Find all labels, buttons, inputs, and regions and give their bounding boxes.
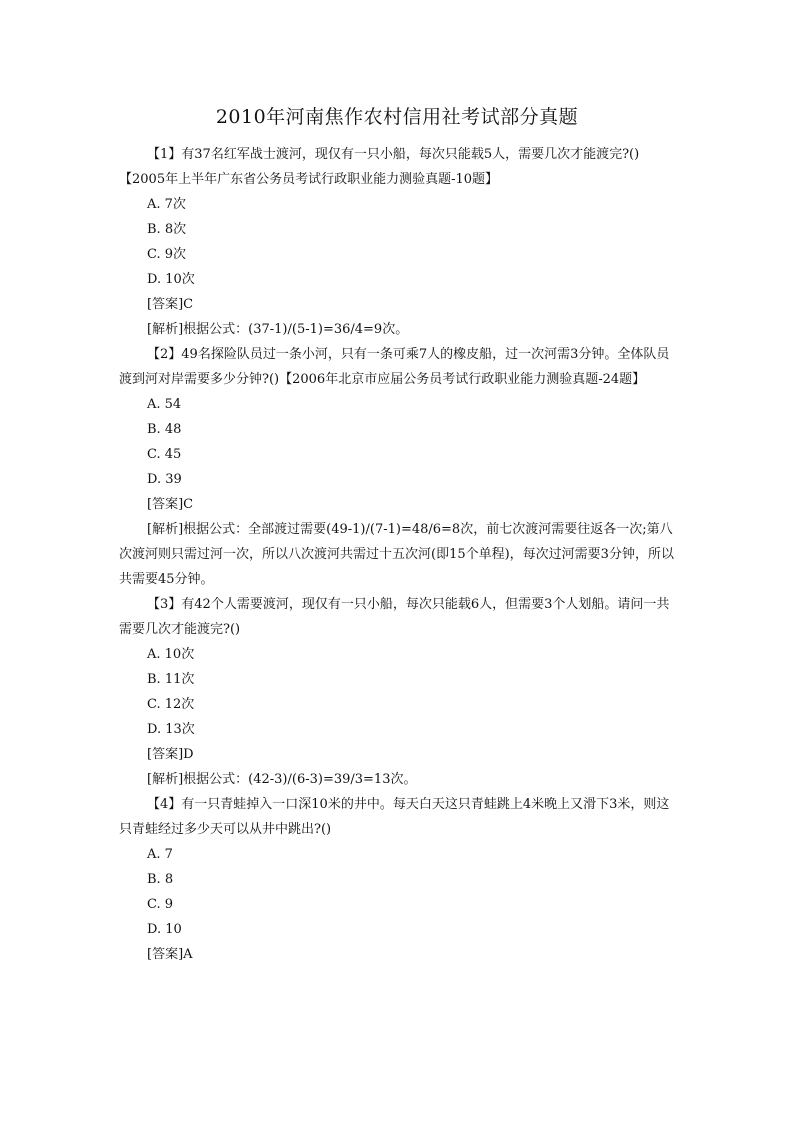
option-a: A. 7 (147, 847, 173, 862)
option-d: D. 39 (147, 472, 182, 487)
option-d: D. 10次 (147, 272, 195, 287)
explanation: [解析]根据公式：(37-1)/(5-1)=36/4=9次。 (147, 322, 409, 337)
option-b: B. 11次 (147, 672, 195, 687)
answer: [答案]C (147, 497, 194, 512)
question-text: 【1】有37名红军战士渡河，现仅有一只小船，每次只能载5人，需要几次才能渡完?()【2005年上半年广东省公务员考试行政职业能力测验真题-10题】 (119, 147, 640, 187)
option-c: C. 9次 (147, 247, 187, 262)
option-a: A. 10次 (147, 647, 195, 662)
answer: [答案]A (147, 947, 193, 962)
option-b: B. 8 (147, 872, 174, 887)
question-block-3 (119, 592, 679, 792)
question-block-2 (119, 342, 679, 592)
option-d: D. 13次 (147, 722, 195, 737)
answer: [答案]C (147, 297, 194, 312)
document-title: 2010年河南焦作农村信用社考试部分真题 (215, 106, 579, 128)
document-body (119, 142, 679, 967)
option-c: C. 12次 (147, 697, 195, 712)
answer: [答案]D (147, 747, 194, 762)
option-b: B. 48 (147, 422, 182, 437)
option-d: D. 10 (147, 922, 182, 937)
option-c: C. 9 (147, 897, 174, 912)
option-a: A. 54 (147, 397, 182, 412)
option-b: B. 8次 (147, 222, 187, 237)
option-a: A. 7次 (147, 197, 186, 212)
question-text: 【2】49名探险队员过一条小河，只有一条可乘7人的橡皮船，过一次河需3分钟。全体队员渡到河对岸需要多少分钟?()【2006年北京市应届公务员考试行政职业能力测验真题-24题】 (119, 347, 670, 387)
question-block-1 (119, 142, 679, 342)
question-block-4 (119, 792, 679, 967)
explanation: [解析]根据公式：全部渡过需要(49-1)/(7-1)=48/6=8次，前七次渡河需要往返各一次;第八次渡河则只需过河一次，所以八次渡河共需过十五次河(即15个单程)，每次过河需要3分钟，所以共需要45分钟。 (119, 522, 674, 587)
option-c: C. 45 (147, 447, 182, 462)
question-text: 【4】有一只青蛙掉入一口深10米的井中。每天白天这只青蛙跳上4米晚上又滑下3米，则这只青蛙经过多少天可以从井中跳出?() (119, 797, 670, 837)
question-text: 【3】有42个人需要渡河，现仅有一只小船，每次只能载6人，但需要3个人划船。请问一共需要几次才能渡完?() (119, 597, 670, 637)
explanation: [解析]根据公式：(42-3)/(6-3)=39/3=13次。 (147, 772, 417, 787)
